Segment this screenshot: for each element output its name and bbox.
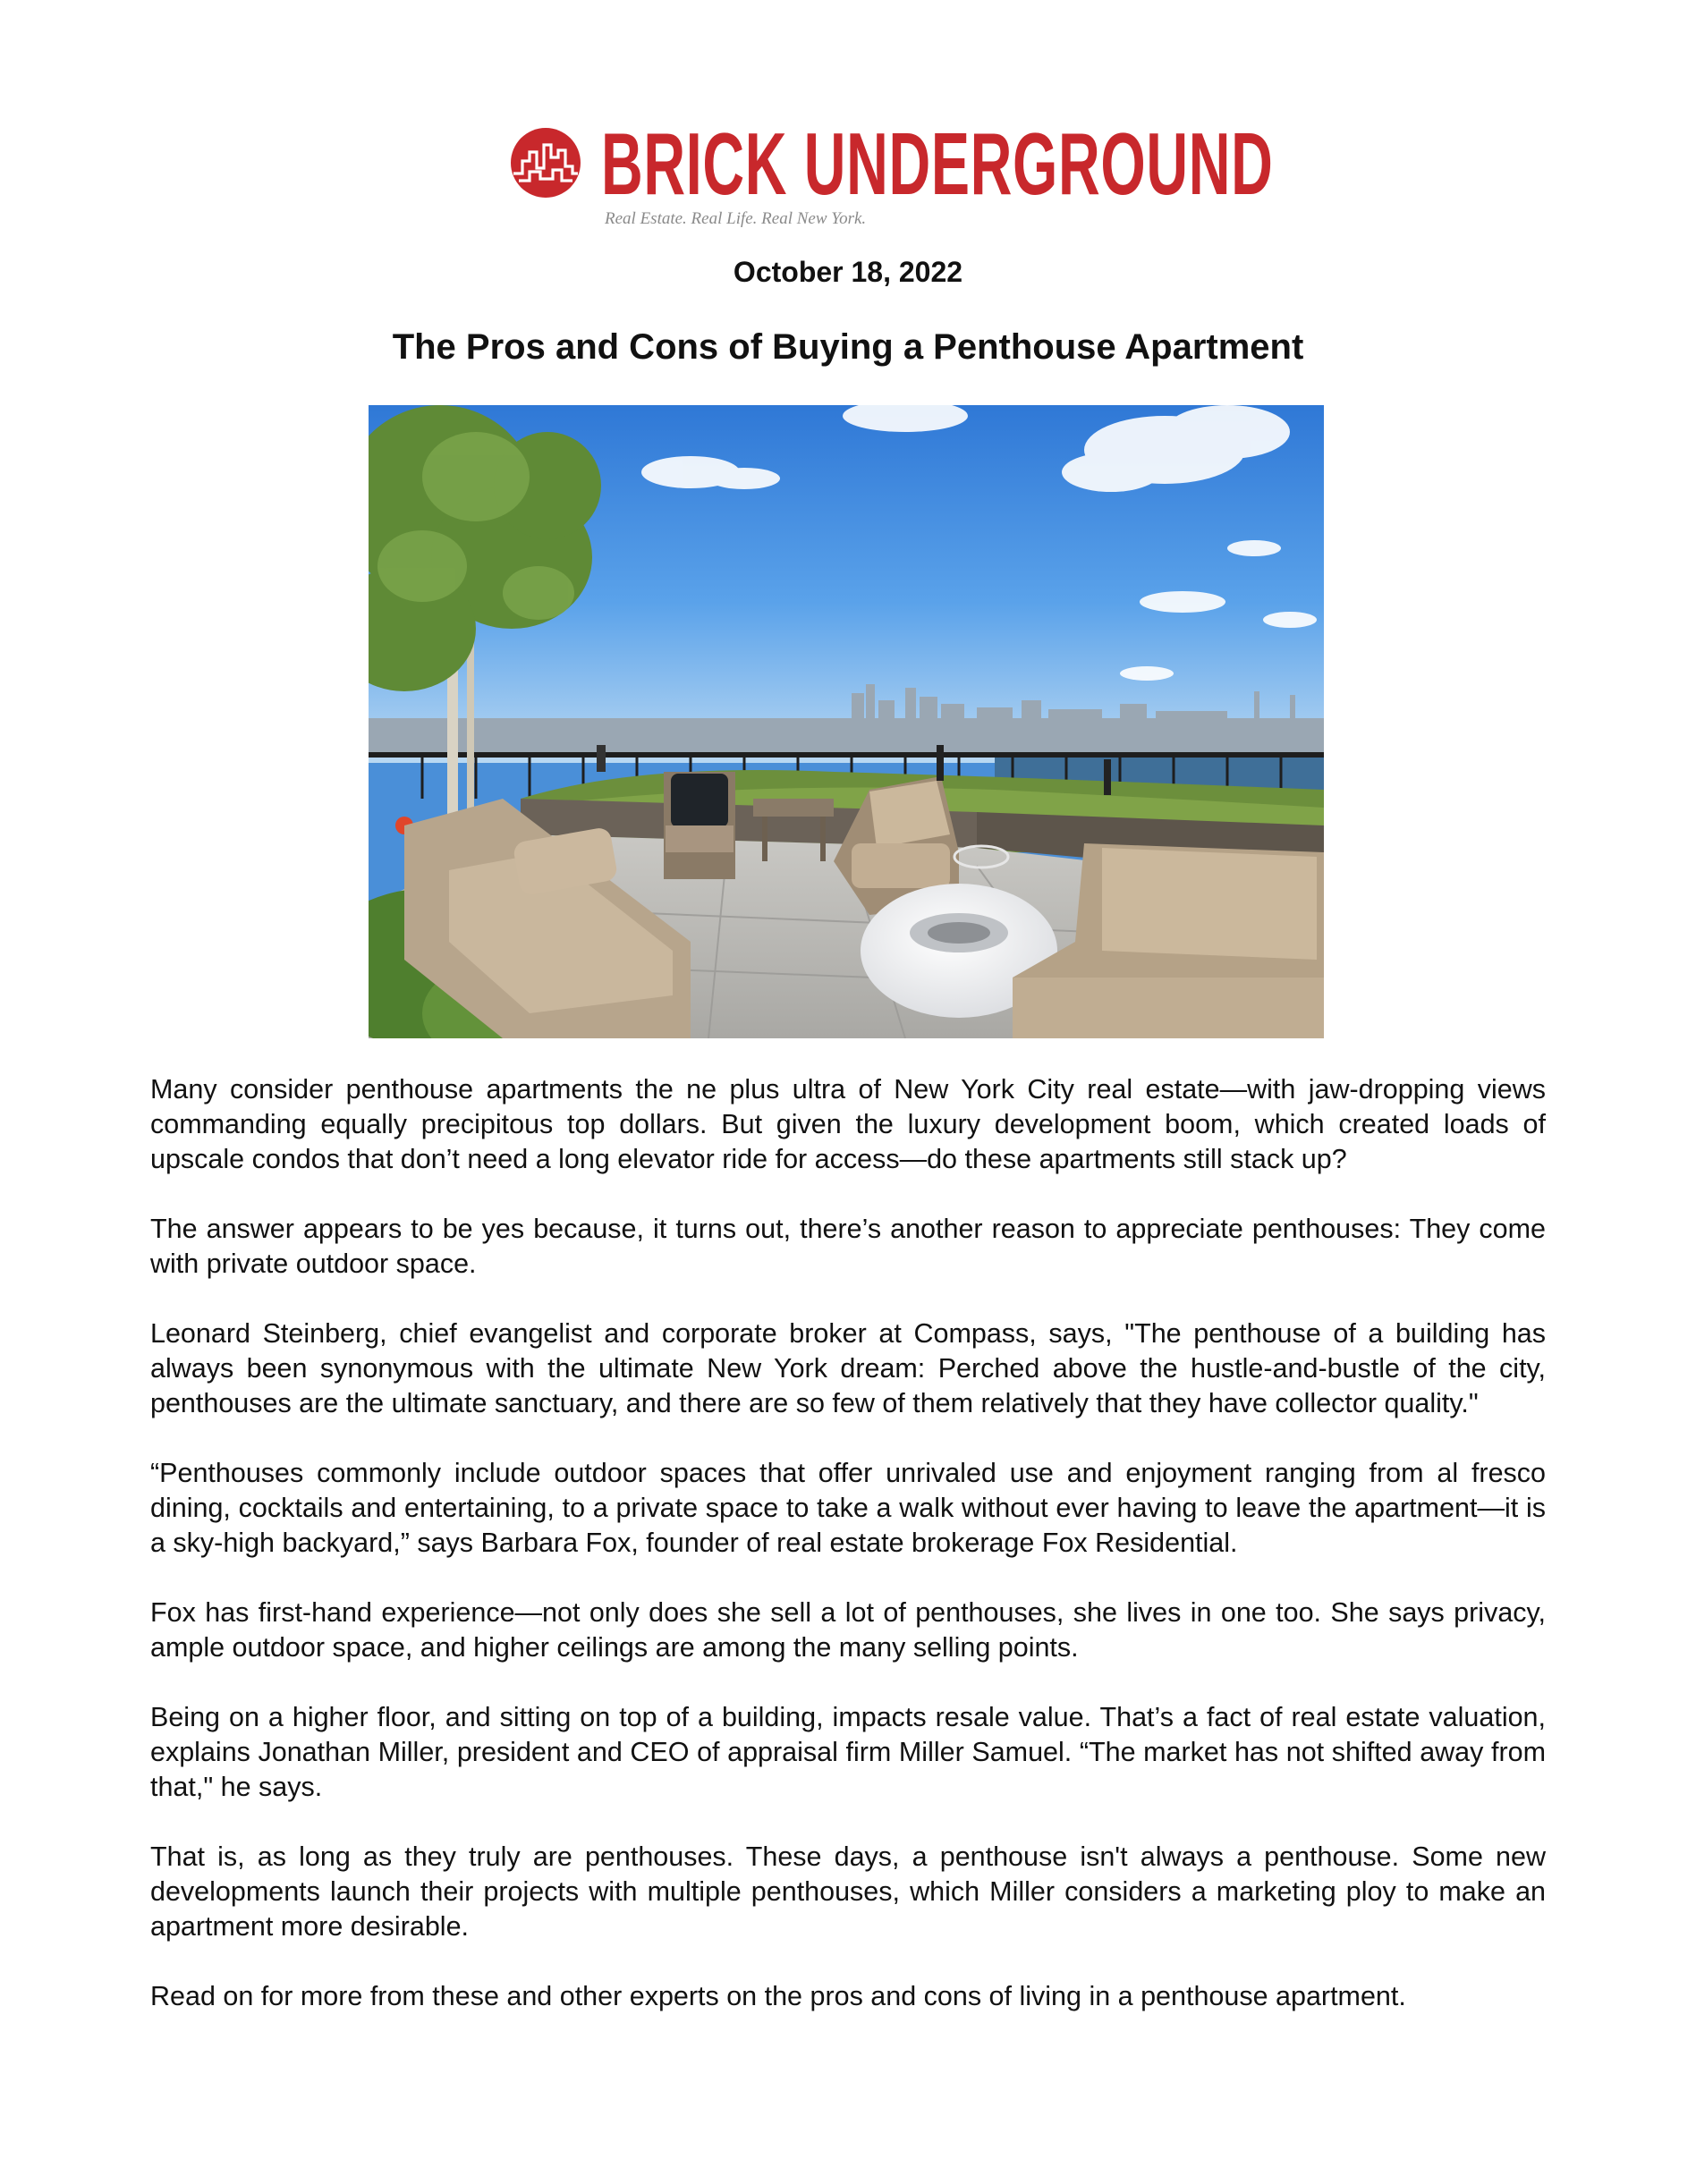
article-paragraph: Read on for more from these and other experts on the pros and cons of living in a penthouse apartment. xyxy=(150,1981,1406,2011)
masthead xyxy=(510,114,1274,235)
brand-tagline: Real Estate. Real Life. Real New York. xyxy=(605,209,867,228)
article-paragraph: Many consider penthouse apartments the ne plus ultra of New York City real estate—with jaw-dropping views commanding equally precipitous top dollars. But given the luxury development boom, which created loads of upscale condos that don’t need a long elevator ride for access—do these apartments still stack up? xyxy=(150,1074,1546,1174)
article-paragraph: The answer appears to be yes because, it turns out, there’s another reason to appreciate penthouses: They come with private outdoor space. xyxy=(150,1214,1546,1279)
article-paragraph: That is, as long as they truly are penthouses. These days, a penthouse isn't always a penthouse. Some new developments launch their projects with multiple penthouses, which Miller considers a marketing ploy to make an apartment more desirable. xyxy=(150,1841,1546,1942)
article-paragraph: Being on a higher floor, and sitting on top of a building, impacts resale value. That’s a fact of real estate valuation, explains Jonathan Miller, president and CEO of appraisal firm Miller Samuel. “The market has not shifted away from that," he says. xyxy=(150,1702,1546,1802)
article-paragraph: Leonard Steinberg, chief evangelist and corporate broker at Compass, says, "The penthouse of a building has always been synonymous with the ultimate New York dream: Perched above the hustle-and-bustle of the city, penthouses are the ultimate sanctuary, and there are so few of them relatively that they have collector quality." xyxy=(150,1318,1546,1418)
article-title: The Pros and Cons of Buying a Penthouse Apartment xyxy=(392,327,1304,367)
article-body xyxy=(150,1072,1546,2014)
article-paragraph: “Penthouses commonly include outdoor spaces that offer unrivaled use and enjoyment ranging from al fresco dining, cocktails and entertaining, to a private space to take a walk without ever having to leave the apartment—it is a sky-high backyard,” says Barbara Fox, founder of real estate brokerage Fox Residential. xyxy=(150,1458,1546,1558)
article-paragraph: Fox has first-hand experience—not only does she sell a lot of penthouses, she lives in one too. She says privacy, ample outdoor space, and higher ceilings are among the many selling points. xyxy=(150,1597,1546,1663)
rooftop-terrace-photo xyxy=(369,405,1324,1038)
article-date: October 18, 2022 xyxy=(733,256,963,288)
city-skyline-circle-icon xyxy=(510,127,581,199)
brand-wordmark: BRICK UNDERGROUND xyxy=(601,114,1274,213)
